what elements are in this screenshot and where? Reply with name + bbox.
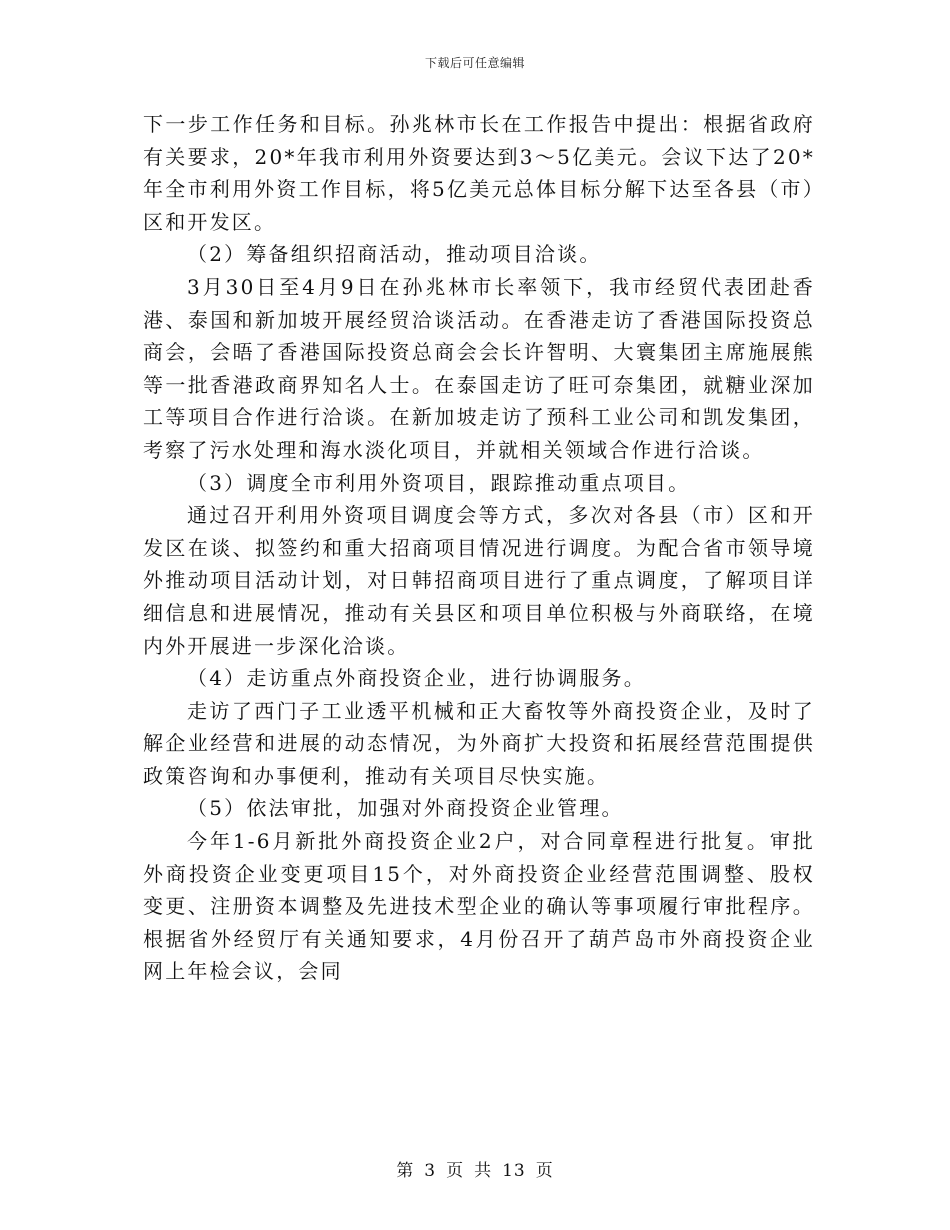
paragraph-approvals: 今年1-6月新批外商投资企业2户，对合同章程进行批复。审批外商投资企业变更项目15个，对外商投资企业经营范围调整、股权变更、注册资本调整及先进技术型企业的确认等事项履行审批程序。根据省外经贸厅有关通知要求，4月份召开了葫芦岛市外商投资企业网上年检会议，会同	[143, 829, 815, 984]
paragraph-continuation: 下一步工作任务和目标。孙兆林市长在工作报告中提出：根据省政府有关要求，20*年我市利用外资要达到3～5亿美元。会议下达了20*年全市利用外资工作目标，将5亿美元总体目标分解下达至各县（市）区和开发区。	[143, 112, 815, 234]
paragraph-enterprise-visits: 走访了西门子工业透平机械和正大畜牧等外商投资企业，及时了解企业经营和进展的动态情况，为外商扩大投资和拓展经营范围提供政策咨询和办事便利，推动有关项目尽快实施。	[143, 698, 815, 788]
document-body	[143, 108, 815, 988]
section-heading-4: （4）走访重点外商投资企业，进行协调服务。	[187, 666, 646, 691]
page-footer	[0, 1156, 950, 1181]
footer-label-total: 共	[474, 1161, 493, 1181]
section-heading-2: （2）筹备组织招商活动，推动项目洽谈。	[187, 242, 602, 267]
footer-label-of: 页	[446, 1161, 465, 1181]
section-heading-5: （5）依法审批，加强对外商投资企业管理。	[187, 796, 624, 821]
footer-label-end: 页	[535, 1161, 554, 1181]
section-heading-3: （3）调度全市利用外资项目，跟踪推动重点项目。	[187, 470, 691, 495]
paragraph-trade-delegation: 3月30日至4月9日在孙兆林市长率领下，我市经贸代表团赴香港、泰国和新加坡开展经贸洽谈活动。在香港走访了香港国际投资总商会，会晤了香港国际投资总商会会长许智明、大寰集团主席施展熊等一批香港政商界知名人士。在泰国走访了旺可奈集团，就糖业深加工等项目合作进行洽谈。在新加坡走访了预科工业公司和凯发集团，考察了污水处理和海水淡化项目，并就相关领域合作进行洽谈。	[143, 274, 815, 462]
paragraph-project-scheduling: 通过召开利用外资项目调度会等方式，多次对各县（市）区和开发区在谈、拟签约和重大招商项目情况进行调度。为配合省市领导境外推动项目活动计划，对日韩招商项目进行了重点调度，了解项目详细信息和进展情况，推动有关县区和项目单位积极与外商联络，在境内外开展进一步深化洽谈。	[143, 503, 815, 658]
footer-label-page: 第	[396, 1161, 415, 1181]
page-header: 下载后可任意编辑	[424, 56, 525, 70]
current-page-number: 3	[424, 1161, 437, 1181]
total-page-count: 13	[502, 1161, 526, 1181]
